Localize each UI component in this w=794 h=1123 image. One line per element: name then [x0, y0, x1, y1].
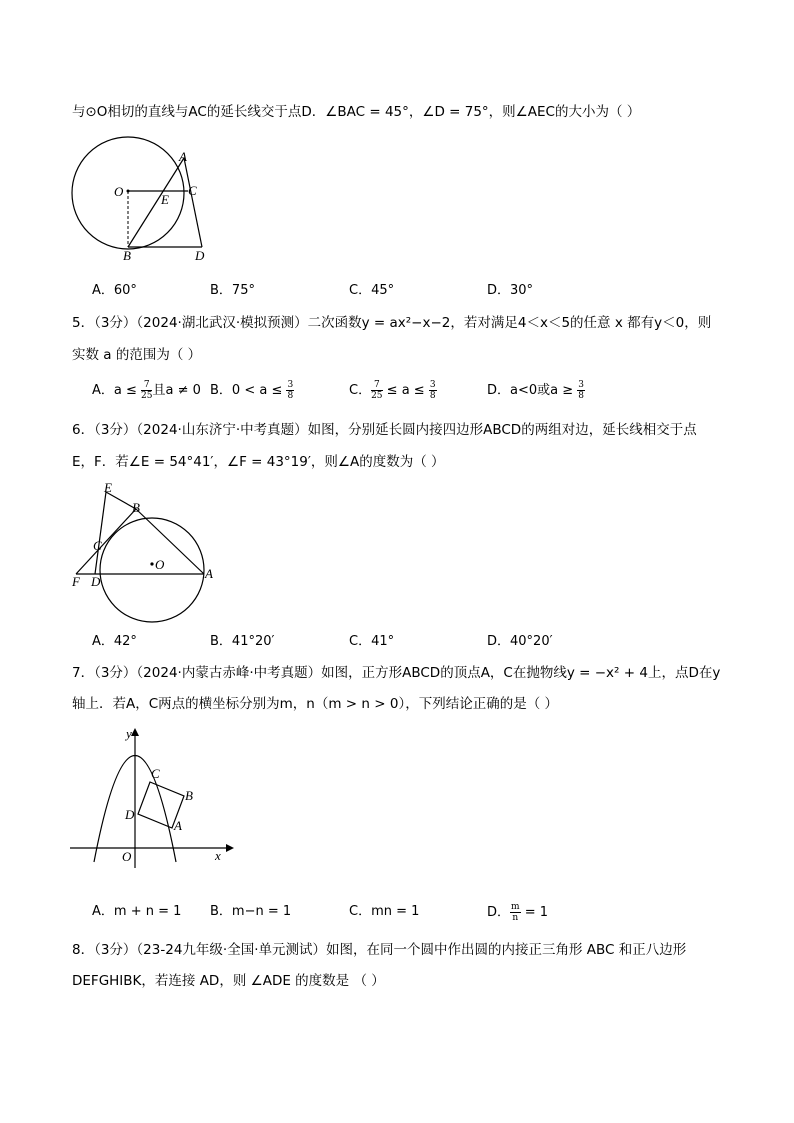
- q5-option-d-fraction: [577, 380, 585, 401]
- q6-option-c: C．41°: [349, 634, 395, 649]
- q7-option-c: C．mn = 1: [349, 904, 420, 919]
- q5-option-d-num: 3: [578, 380, 584, 390]
- q7-option-d-pre: D．: [487, 905, 511, 920]
- q4-label-c: C: [188, 183, 197, 198]
- q5-option-d: [487, 380, 585, 401]
- q5-option-b-fraction: [286, 380, 294, 401]
- q7-figure: [66, 726, 236, 871]
- q5-option-a-fraction: [141, 380, 152, 401]
- q7-option-d-post: = 1: [520, 905, 548, 920]
- q7-option-b: B．m−n = 1: [210, 904, 292, 919]
- q5-option-d-pre: D．a<0或a ≥: [487, 383, 578, 398]
- q6-figure: [66, 478, 226, 623]
- q4-label-e: E: [161, 192, 169, 207]
- q8-stem-line1: 8．（3分）（23-24九年级·全国·单元测试）如图，在同一个圆中作出圆的内接正三角形 ABC 和正八边形: [72, 942, 687, 958]
- q4-stem-tail: 与⊙O相切的直线与AC的延长线交于点D．∠BAC = 45°，∠D = 75°，则∠AEC的大小为（ ）: [72, 104, 641, 120]
- q7-option-d: [487, 902, 548, 923]
- q4-label-a: A: [179, 149, 187, 164]
- q4-option-b: B．75°: [210, 283, 255, 298]
- q5-option-c-pre: C．: [349, 383, 372, 398]
- q5-option-a-num: 7: [141, 380, 152, 391]
- q6-label-a: A: [205, 566, 213, 581]
- q5-option-b-pre: B．0 < a ≤: [210, 383, 287, 398]
- q4-option-d: D．30°: [487, 283, 534, 298]
- q7-option-d-den: n: [512, 913, 519, 923]
- q6-label-b: B: [132, 500, 140, 515]
- q5-option-c-num2: 3: [429, 380, 436, 390]
- q5-option-b-num: 3: [287, 380, 294, 390]
- q6-label-f: F: [72, 574, 80, 589]
- q5-option-d-den: 8: [578, 391, 584, 401]
- q7-stem-line2: 轴上．若A，C两点的横坐标分别为m，n（m > n > 0），下列结论正确的是（ ）: [72, 696, 558, 712]
- q6-label-c: C: [93, 538, 102, 553]
- q5-stem-line2: 实数 a 的范围为（ ）: [72, 347, 202, 363]
- q7-label-y: y: [126, 726, 132, 741]
- q6-label-o: O: [155, 557, 165, 572]
- q7-option-d-fraction: [510, 902, 521, 923]
- q5-option-c-mid: ≤ a ≤: [382, 383, 429, 398]
- q5-option-b: [210, 380, 294, 401]
- q7-label-a: A: [174, 818, 182, 833]
- q6-stem-line1: 6．（3分）（2024·山东济宁·中考真题）如图，分别延长圆内接四边形ABCD的两组对边，延长线相交于点: [72, 422, 697, 438]
- q7-label-x: x: [215, 848, 221, 863]
- q5-option-c-fraction1: [371, 380, 382, 401]
- q6-option-b: B．41°20′: [210, 634, 275, 649]
- q5-option-c: [349, 380, 437, 401]
- q5-option-a-den: 25: [141, 391, 153, 401]
- q6-label-e: E: [104, 480, 112, 495]
- q7-label-c: C: [151, 766, 160, 781]
- q4-figure: [66, 136, 226, 266]
- q7-label-o: O: [122, 849, 132, 864]
- q8-stem-line2: DEFGHIBK，若连接 AD，则 ∠ADE 的度数是 （ ）: [72, 973, 385, 989]
- q5-option-c-num1: 7: [371, 380, 382, 391]
- q7-label-d: D: [125, 807, 135, 822]
- q6-stem-line2: E，F．若∠E = 54°41′，∠F = 43°19′，则∠A的度数为（ ）: [72, 454, 445, 470]
- q5-option-b-den: 8: [287, 391, 294, 401]
- q5-option-a-post: 且a ≠ 0: [152, 383, 201, 398]
- q5-stem-line1: 5．（3分）（2024·湖北武汉·模拟预测）二次函数y = ax²−x−2，若对满足4＜x＜5的任意 x 都有y＜0，则: [72, 315, 712, 331]
- q6-label-d: D: [91, 574, 101, 589]
- q7-option-d-num: m: [511, 902, 520, 912]
- q7-option-a: A．m + n = 1: [92, 904, 182, 919]
- q4-label-o: O: [114, 184, 124, 199]
- q5-option-a-pre: A．a ≤: [92, 383, 142, 398]
- q4-label-b: B: [123, 248, 131, 263]
- q7-label-b: B: [185, 788, 193, 803]
- q7-stem-line1: 7．（3分）（2024·内蒙古赤峰·中考真题）如图，正方形ABCD的顶点A，C在抛物线y = −x² + 4上，点D在y: [72, 665, 721, 681]
- q4-label-d: D: [195, 248, 205, 263]
- q4-option-c: C．45°: [349, 283, 395, 298]
- q5-option-c-den2: 8: [429, 391, 436, 401]
- q6-option-d: D．40°20′: [487, 634, 553, 649]
- q5-option-c-den1: 25: [371, 391, 383, 401]
- q6-option-a: A．42°: [92, 634, 137, 649]
- q5-option-c-fraction2: [429, 380, 437, 401]
- q5-option-a: [92, 380, 201, 401]
- q4-option-a: A．60°: [92, 283, 137, 298]
